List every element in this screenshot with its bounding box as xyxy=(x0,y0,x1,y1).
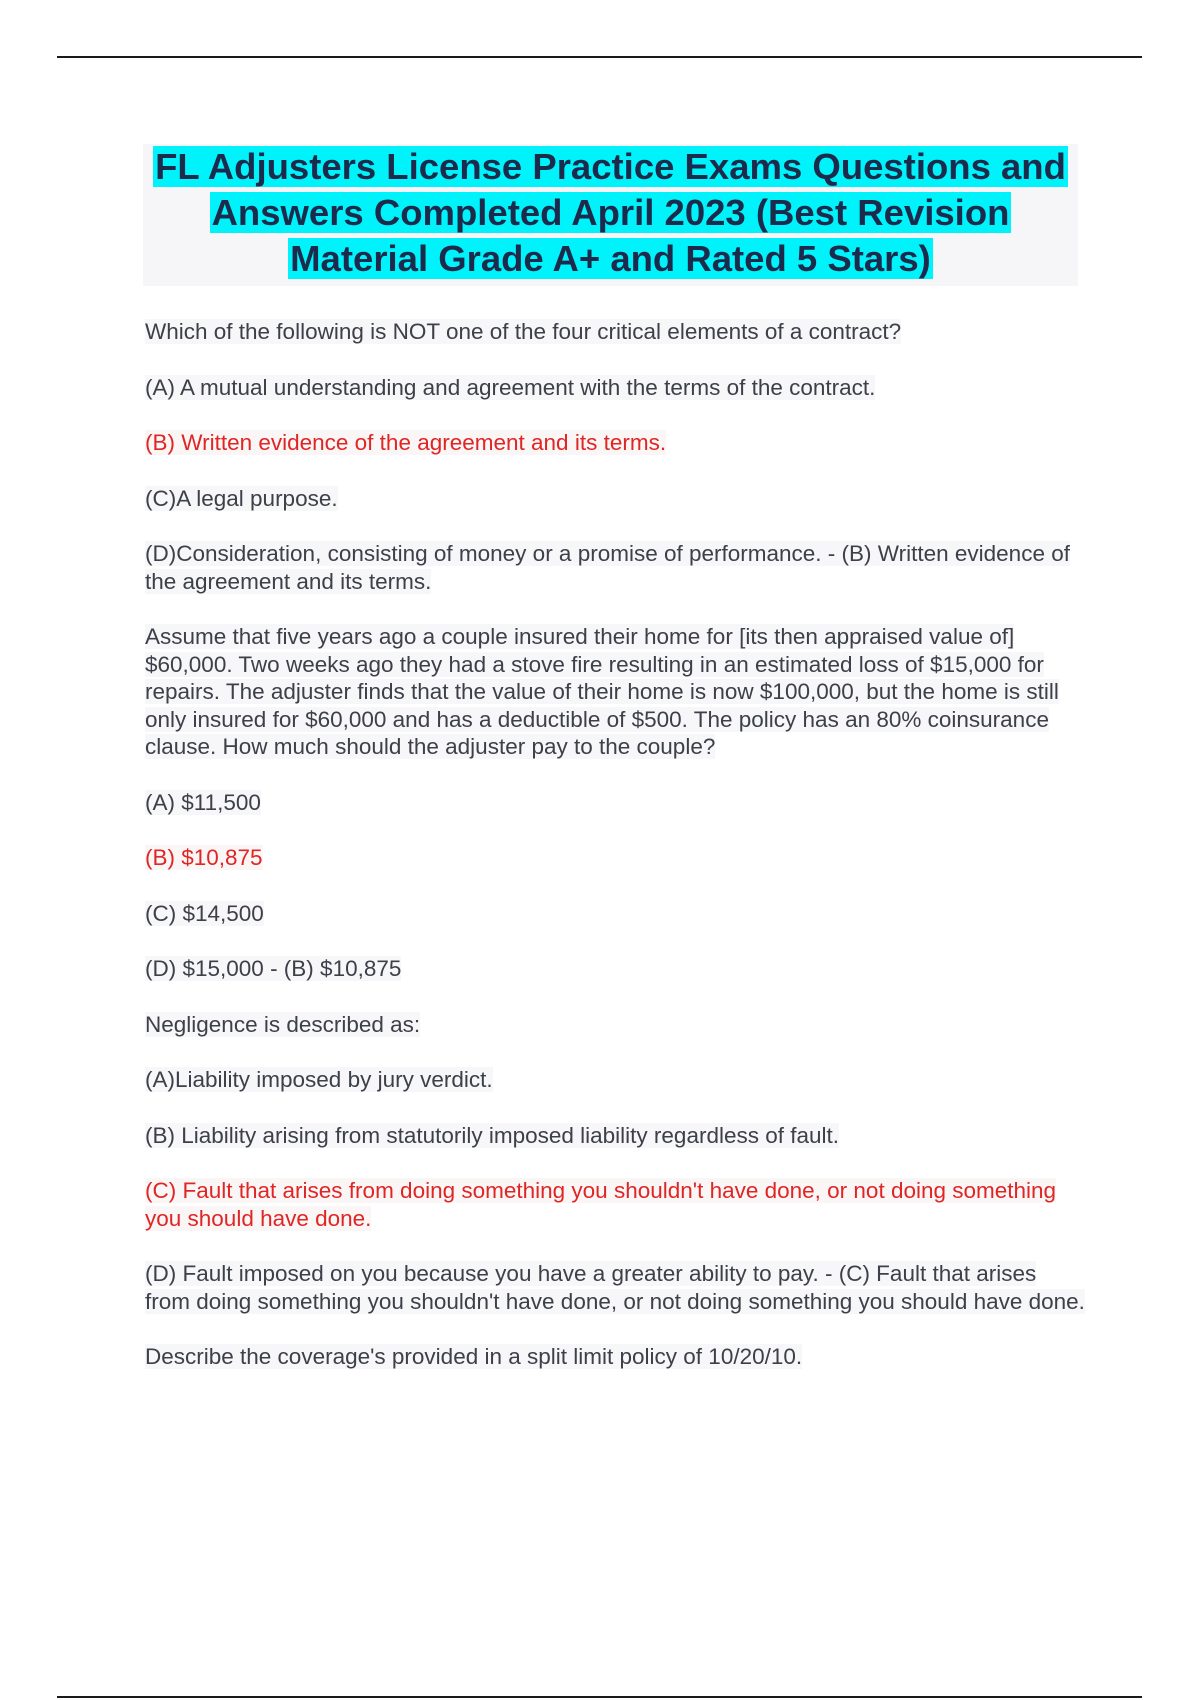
document-title-text: FL Adjusters License Practice Exams Questions and Answers Completed April 2023 (Best Revision Material Grade A+ and Rated 5 Stars) xyxy=(155,146,1066,279)
q1-option-b-correct: (B) Written evidence of the agreement and its terms. xyxy=(145,430,667,455)
top-divider xyxy=(57,56,1142,58)
q2-option-c: (C) $14,500 xyxy=(145,900,264,926)
q1-option-a: (A) A mutual understanding and agreement with the terms of the contract. xyxy=(145,374,876,400)
document-title xyxy=(143,144,1078,286)
q3-option-c-correct: (C) Fault that arises from doing something you shouldn't have done, or not doing something you should have done. xyxy=(145,1178,1057,1231)
q2-option-d: (D) $15,000 - (B) $10,875 xyxy=(145,956,402,981)
question-4: Describe the coverage's provided in a split limit policy of 10/20/10. xyxy=(145,1344,803,1369)
bottom-divider xyxy=(57,1696,1142,1698)
q3-option-b: (B) Liability arising from statutorily imposed liability regardless of fault. xyxy=(145,1122,840,1148)
q2-option-a: (A) $11,500 xyxy=(145,789,261,815)
q1-option-c: (C)A legal purpose. xyxy=(145,485,338,511)
question-1: Which of the following is NOT one of the four critical elements of a contract? xyxy=(145,319,902,344)
q1-option-d: (D)Consideration, consisting of money or a promise of performance. - (B) Written evidence of the agreement and its terms. xyxy=(145,541,1070,594)
question-3: Negligence is described as: xyxy=(145,1011,421,1037)
q3-option-a: (A)Liability imposed by jury verdict. xyxy=(145,1067,493,1092)
document-body xyxy=(145,318,1085,1399)
q2-option-b-correct: (B) $10,875 xyxy=(145,845,263,870)
q3-option-d: (D) Fault imposed on you because you have a greater ability to pay. - (C) Fault that arises from doing something you shouldn't have done, or not doing something you should have done. xyxy=(145,1261,1085,1314)
question-2: Assume that five years ago a couple insured their home for [its then appraised value of] $60,000. Two weeks ago they had a stove fire resulting in an estimated loss of $15,000 for repairs. The adjuster finds that the value of their home is now $100,000, but the home is still only insured for $60,000 and has a deductible of $500. The policy has an 80% coinsurance clause. How much should the adjuster pay to the couple? xyxy=(145,624,1059,759)
